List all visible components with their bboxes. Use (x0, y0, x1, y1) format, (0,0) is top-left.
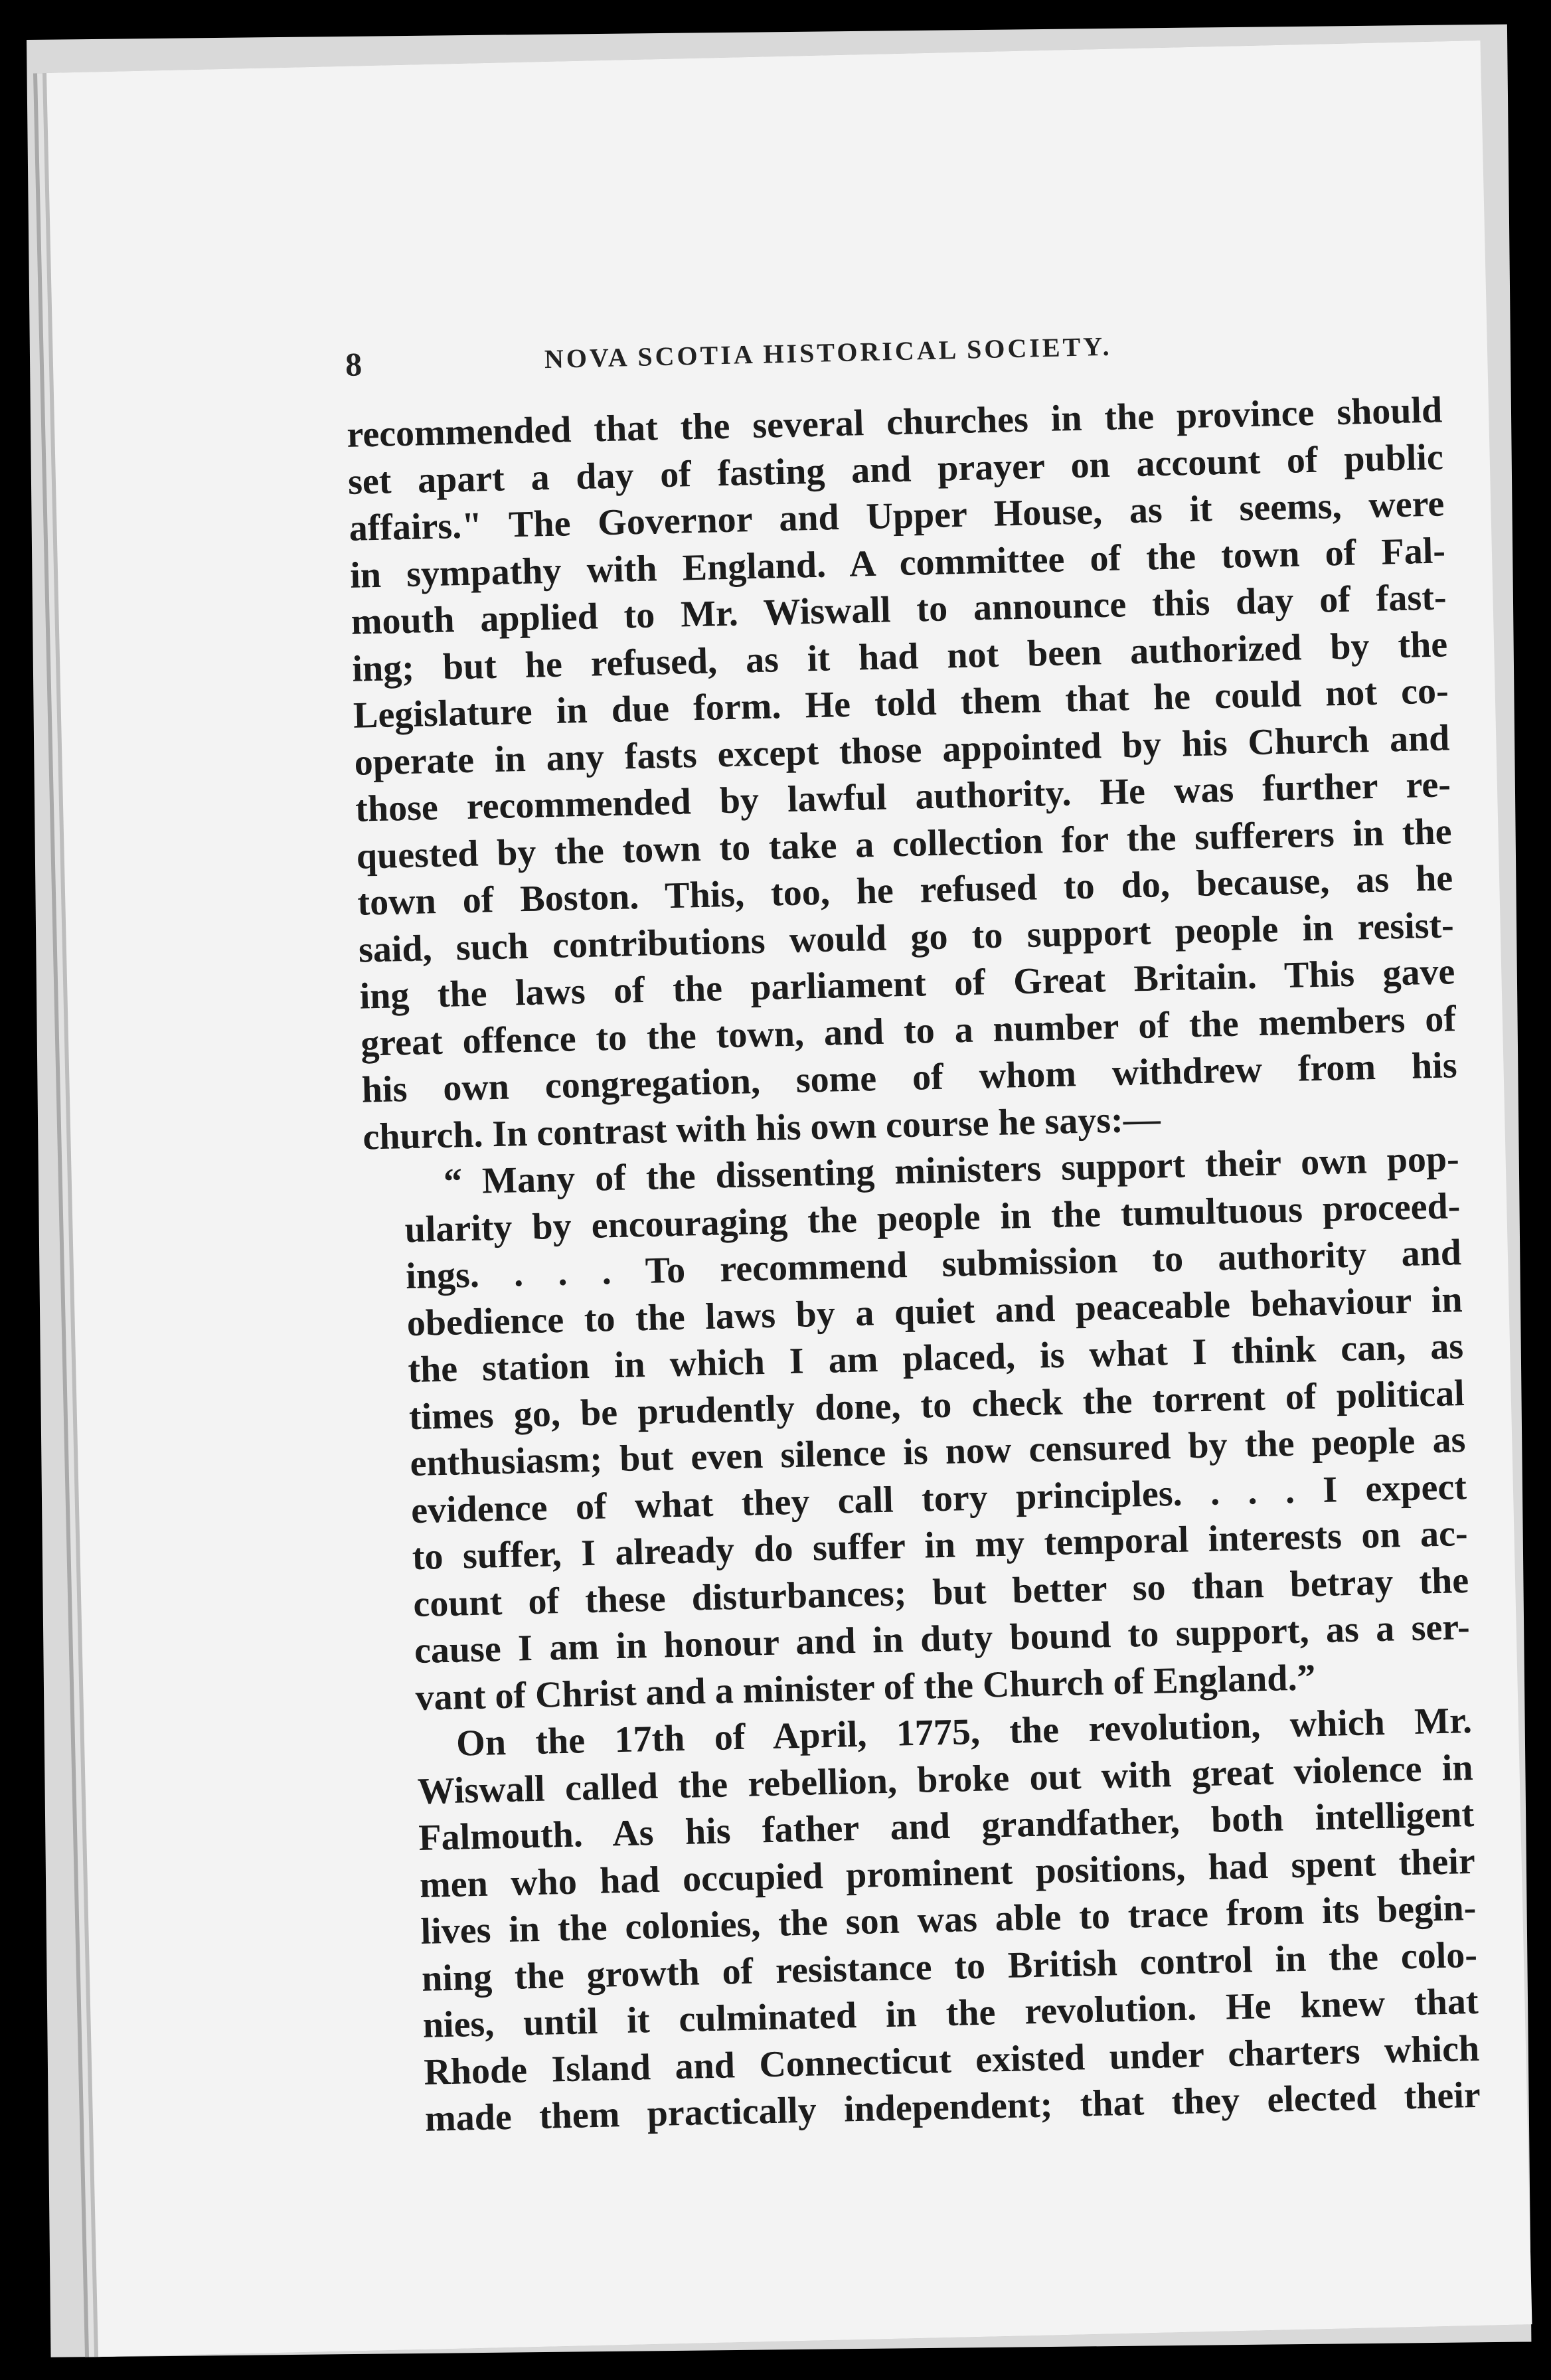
text-line: ing; but he refused, as it had not been authorized by the (351, 623, 1448, 690)
body-text (347, 386, 1481, 2143)
text-line: nies, until it culminated in the revolution. He knew that (422, 1980, 1479, 2046)
text-line: ning the growth of resistance to British control in the colo- (421, 1934, 1478, 1999)
text-line: cause I am in honour and in duty bound to support, as a ser- (414, 1606, 1471, 1672)
running-title: NOVA SCOTIA HISTORICAL SOCIETY. (544, 331, 1112, 375)
page-header (345, 320, 1441, 391)
text-line: his own congregation, some of whom withdrew from his (361, 1045, 1458, 1111)
text-line: in sympathy with England. A committee of the town of Fal- (349, 529, 1446, 596)
book-page (46, 41, 1532, 2357)
text-line: lives in the colonies, the son was able to trace from its begin- (420, 1887, 1477, 1952)
paragraph-2-quotation (363, 1136, 1471, 1722)
text-line: quested by the town to take a collection for the sufferers in the (356, 810, 1453, 877)
text-line: Falmouth. As his father and grandfather, both intelligent (418, 1793, 1475, 1859)
text-line: Legislature in due form. He told them that he could not co- (353, 670, 1449, 736)
text-line: mouth applied to Mr. Wiswall to announce this day of fast- (351, 576, 1447, 643)
text-line: obedience to the laws by a quiet and peaceable behaviour in (406, 1278, 1463, 1344)
text-line: affairs." The Governor and Upper House, as it seems, were (348, 483, 1445, 549)
text-line: vant of Christ and a minister of the Church of England.” (414, 1656, 1317, 1719)
text-line: recommended that the several churches in the province should (346, 389, 1443, 456)
text-line: ings. . . . To recommend submission to authority and (405, 1232, 1462, 1298)
text-line: set apart a day of fasting and prayer on account of public (347, 436, 1444, 503)
text-line: count of these disturbances; but better so than betray the (412, 1559, 1469, 1625)
text-line: times go, be prudently done, to check the torrent of political (408, 1372, 1465, 1438)
text-line: said, such contributions would go to support people in resist- (358, 904, 1455, 971)
text-line: town of Boston. This, too, he refused to do, because, as he (357, 857, 1453, 924)
text-line: On the 17th of April, 1775, the revolution, which Mr. (455, 1699, 1473, 1764)
text-line: “ Many of the dissenting ministers support their own pop- (443, 1138, 1460, 1203)
text-line: evidence of what they call tory principles. . . . I expect (410, 1466, 1467, 1531)
page-number: 8 (345, 345, 363, 383)
paragraph-3 (376, 1697, 1481, 2144)
text-line: to suffer, I already do suffer in my temporal interests on ac- (412, 1513, 1469, 1578)
text-line: Wiswall called the rebellion, broke out with great violence in (417, 1746, 1474, 1812)
paragraph-1 (347, 386, 1459, 1160)
text-line: ularity by encouraging the people in the tumultuous proceed- (404, 1185, 1461, 1250)
text-line: made them practically independent; that they elected their (424, 2074, 1481, 2140)
text-line: church. In contrast with his own course he says:— (362, 1098, 1161, 1158)
text-line: great offence to the town, and to a number of the members of (360, 997, 1457, 1064)
text-line: ing the laws of the parliament of Great Britain. This gave (359, 951, 1455, 1017)
text-line: those recommended by lawful authority. He was further re- (355, 764, 1451, 830)
text-line: operate in any fasts except those appointed by his Church and (353, 717, 1450, 784)
text-line: enthusiasm; but even silence is now censured by the people as (409, 1419, 1466, 1485)
text-line: the station in which I am placed, is what I think can, as (407, 1325, 1464, 1391)
text-line: Rhode Island and Connecticut existed under charters which (423, 2027, 1480, 2093)
text-line: men who had occupied prominent positions, had spent their (419, 1840, 1476, 1906)
